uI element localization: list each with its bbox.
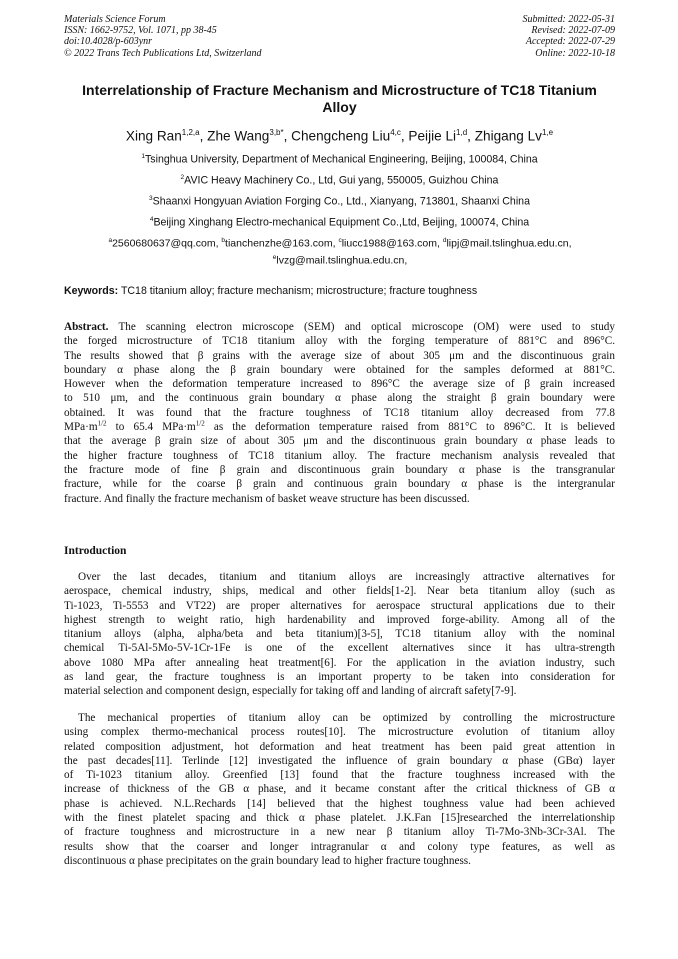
issn-line: ISSN: 1662-9752, Vol. 1071, pp 38-45: [64, 25, 217, 37]
affiliation-text: Beijing Xinghang Electro-mechanical Equipment Co.,Ltd, Beijing, 100074, China: [153, 216, 530, 229]
abstract-text: MPa·m: [64, 421, 98, 434]
paragraph-line: discontinuous α phase precipitates on the grain boundary lead to higher fracture toughness.: [64, 854, 471, 867]
online-date: Online: 2022-10-18: [535, 47, 615, 59]
paragraph-line: phase is achieved. N.L.Rechards [14] believed that the highest toughness value had been achieved: [64, 797, 615, 810]
paragraph-line: The mechanical properties of titanium alloy can be optimized by controlling the microstructure: [78, 712, 615, 724]
journal-name: Materials Science Forum: [64, 14, 166, 25]
submission-dates: [523, 14, 616, 59]
abstract-text: The scanning electron microscope (SEM) and optical microscope (OM) were used to study: [118, 321, 615, 333]
email-sup: d: [442, 237, 447, 244]
revised-date: Revised: 2022-07-09: [531, 25, 615, 37]
paragraph-line: chemical Ti-5Al-5Mo-5V-1Cr-1Fe is one of the excellent alternatives since it has ultra-strength: [64, 642, 615, 655]
abstract-line: The results showed that β grains with the average size of about 305 μm and the discontinuous grain: [64, 349, 615, 362]
affiliation-text: Tsinghua University, Department of Mechanical Engineering, Beijing, 100084, China: [145, 153, 538, 166]
author-sup: 3,b*: [269, 128, 284, 137]
affiliation-text: Shaanxi Hongyuan Aviation Forging Co., Ltd., Xianyang, 713801, Shaanxi China: [152, 195, 530, 208]
abstract: [64, 320, 615, 506]
abstract-line: boundary α phase along the β grain boundary were obtained for the samples deformed at 881°C.: [64, 363, 615, 376]
journal-info: [64, 14, 262, 59]
abstract-line: fracture, while for the coarse β grain and continuous grain boundary α phase is the intergranular: [64, 478, 615, 491]
paragraph-line: highest strength to weight ratio, high hardenability and improved forge-ability. Among all of the: [64, 613, 615, 626]
paragraph-line: above 1080 MPa after annealing heat treatment[6]. For the application in the aviation industry, such: [64, 656, 615, 669]
email-sup: e: [272, 254, 277, 261]
paragraph-line: related composition adjustment, hot deformation and heat treatment has been paid great attention in: [64, 740, 615, 753]
author-name: Chengcheng Liu: [291, 128, 391, 144]
affiliation-text: AVIC Heavy Machinery Co., Ltd, Gui yang, 550005, Guizhou China: [184, 174, 499, 187]
email-address[interactable]: liucc1988@163.com: [341, 237, 437, 250]
introduction-heading: Introduction: [64, 545, 127, 557]
abstract-line: fracture. And finally the fracture mechanism of basket weave structure has been discussed.: [64, 492, 470, 505]
abstract-line: the forged microstructure of TC18 titanium alloy with the forging temperature of 881°C and 896°C.: [64, 335, 615, 348]
paper-title: Interrelationship of Fracture Mechanism and Microstructure of TC18 Titanium Alloy: [82, 82, 597, 115]
paragraph-line: of fracture toughness and microstructure in a new near β titanium alloy Ti-7Mo-3Nb-3Cr-3Al. The: [64, 826, 615, 839]
author-sup: 1,2,a: [181, 128, 200, 137]
author-sup: 1,e: [541, 128, 554, 137]
paragraph-line: of Ti-1023 titanium alloy. Greenfied [13] found that the fracture toughness increased with the: [64, 769, 615, 782]
paragraph-line: with the finest platelet spacing and thick α phase platelet. J.K.Fan [15]researched the interrelationship: [64, 812, 615, 825]
abstract-text: as the deformation temperature raised from 881°C to 896°C. It is believed: [204, 421, 615, 434]
exponent: 1/2: [195, 419, 205, 428]
doi-line[interactable]: doi:10.4028/p-603ynr: [64, 36, 153, 48]
abstract-line: the higher fracture toughness of TC18 titanium alloy. The fracture mechanism analysis revealed that: [64, 449, 615, 462]
submitted-date: Submitted: 2022-05-31: [522, 14, 615, 25]
abstract-line: the fracture mode of fine β grain and discontinuous grain boundary α phase is the transgranular: [64, 463, 615, 476]
author-name: Zhe Wang: [207, 128, 270, 144]
email-sup: b: [221, 237, 226, 244]
email-sup: c: [338, 237, 342, 244]
affiliation-sup: 3: [149, 195, 153, 202]
copyright-line: © 2022 Trans Tech Publications Ltd, Switzerland: [64, 47, 262, 59]
author-sup: 1,d: [456, 128, 468, 137]
introduction-paragraph-2: [64, 711, 615, 868]
abstract-line: [64, 420, 615, 434]
email-address[interactable]: lvzg@mail.tslinghua.edu.cn: [276, 254, 405, 267]
email-address[interactable]: 2560680637@qq.com: [112, 237, 216, 250]
paragraph-line: as land gear, the fracture toughness is an important property to be taken into consideration for: [64, 671, 615, 684]
exponent: 1/2: [97, 419, 107, 428]
keywords-text: TC18 titanium alloy; fracture mechanism; microstructure; fracture toughness: [120, 285, 478, 297]
keywords: [64, 284, 615, 298]
affiliation-sup: 4: [149, 216, 154, 223]
author-list: Xing Ran$^{1,2,a}$, Zhe Wang$^{3,b*}$, Chengcheng Liu$^{4,c}$, Peijie Li$^{1,d}$, Zhigang Lv$^{1,e}$: [125, 128, 554, 144]
abstract-line: that the average β grain size of about 305 μm and the discontinuous grain boundary α phase leads to: [64, 435, 615, 448]
affiliation-sup: 1: [141, 153, 146, 160]
introduction-paragraph-1: [64, 570, 615, 699]
email-address[interactable]: tianchenzhe@163.com: [225, 237, 333, 250]
paragraph-line: titanium alloys (alpha, alpha/beta and beta titanium)[3-5], TC18 titanium alloy with the nominal: [64, 628, 615, 641]
abstract-line: However when the deformation temperature increased to 896°C the average size of β grain increased: [64, 378, 615, 391]
author-name: Peijie Li: [408, 128, 457, 144]
paragraph-line: increase of thickness of the GB α phase, and it became constant after the critical thickness of GB α: [64, 783, 615, 796]
affiliation-sup: 2: [180, 174, 185, 181]
paragraph-line: the past decades[11]. Terlinde [12] investigated the influence of grain boundary α phase (GBα) layer: [64, 754, 615, 767]
paragraph-line: aerospace, chemical industry, ships, medical and other fields[1-2]. Near beta titanium alloy (such as: [64, 585, 615, 598]
affiliation: [64, 192, 615, 209]
email-list: $^a$2560680637@qq.com, $^b$tianchenzhe@163.com, $^c$liucc1988@163.com, $^d$lipj@mail.tslinghua.edu.cn, $^e$lvzg@mail.tslinghua.edu.cn,: [108, 237, 572, 267]
email-address[interactable]: lipj@mail.tslinghua.edu.cn: [446, 237, 569, 250]
paragraph-line: results show that the coarser and longer intragranular α and colony type features, as well as: [64, 840, 615, 853]
abstract-label: Abstract.: [64, 321, 109, 333]
author-name: Xing Ran: [125, 128, 182, 144]
paragraph-line: material selection and component design, especially for taking off and landing of aircraft safety[7-9].: [64, 685, 517, 698]
author-name: Zhigang Lv: [474, 128, 542, 144]
email-sup: a: [108, 237, 113, 244]
accepted-date: Accepted: 2022-07-29: [525, 36, 615, 48]
abstract-line: obtained. It was found that the fracture toughness of TC18 titanium alloy decreased from 77.8: [64, 406, 615, 419]
abstract-text: to 65.4 MPa·m: [106, 421, 196, 434]
paragraph-line: Ti-1023, Ti-5553 and VT22) are proper alternatives for aerospace structural applications due to their: [64, 599, 615, 612]
paragraph-line: Over the last decades, titanium and titanium alloys are increasingly attractive alternatives for: [78, 571, 615, 583]
abstract-line: [64, 320, 615, 334]
keywords-label: Keywords:: [64, 285, 119, 297]
abstract-line: to 510 μm, and the continuous grain boundary α phase along the straight β grain boundary were: [64, 392, 615, 405]
author-sup: 4,c: [390, 128, 401, 137]
affiliation: [64, 150, 615, 167]
paragraph-line: using complex thermo-mechanical process routes[10]. The microstructure evolution of titanium alloy: [64, 726, 615, 739]
affiliation: [64, 213, 615, 230]
affiliation: [64, 171, 615, 188]
